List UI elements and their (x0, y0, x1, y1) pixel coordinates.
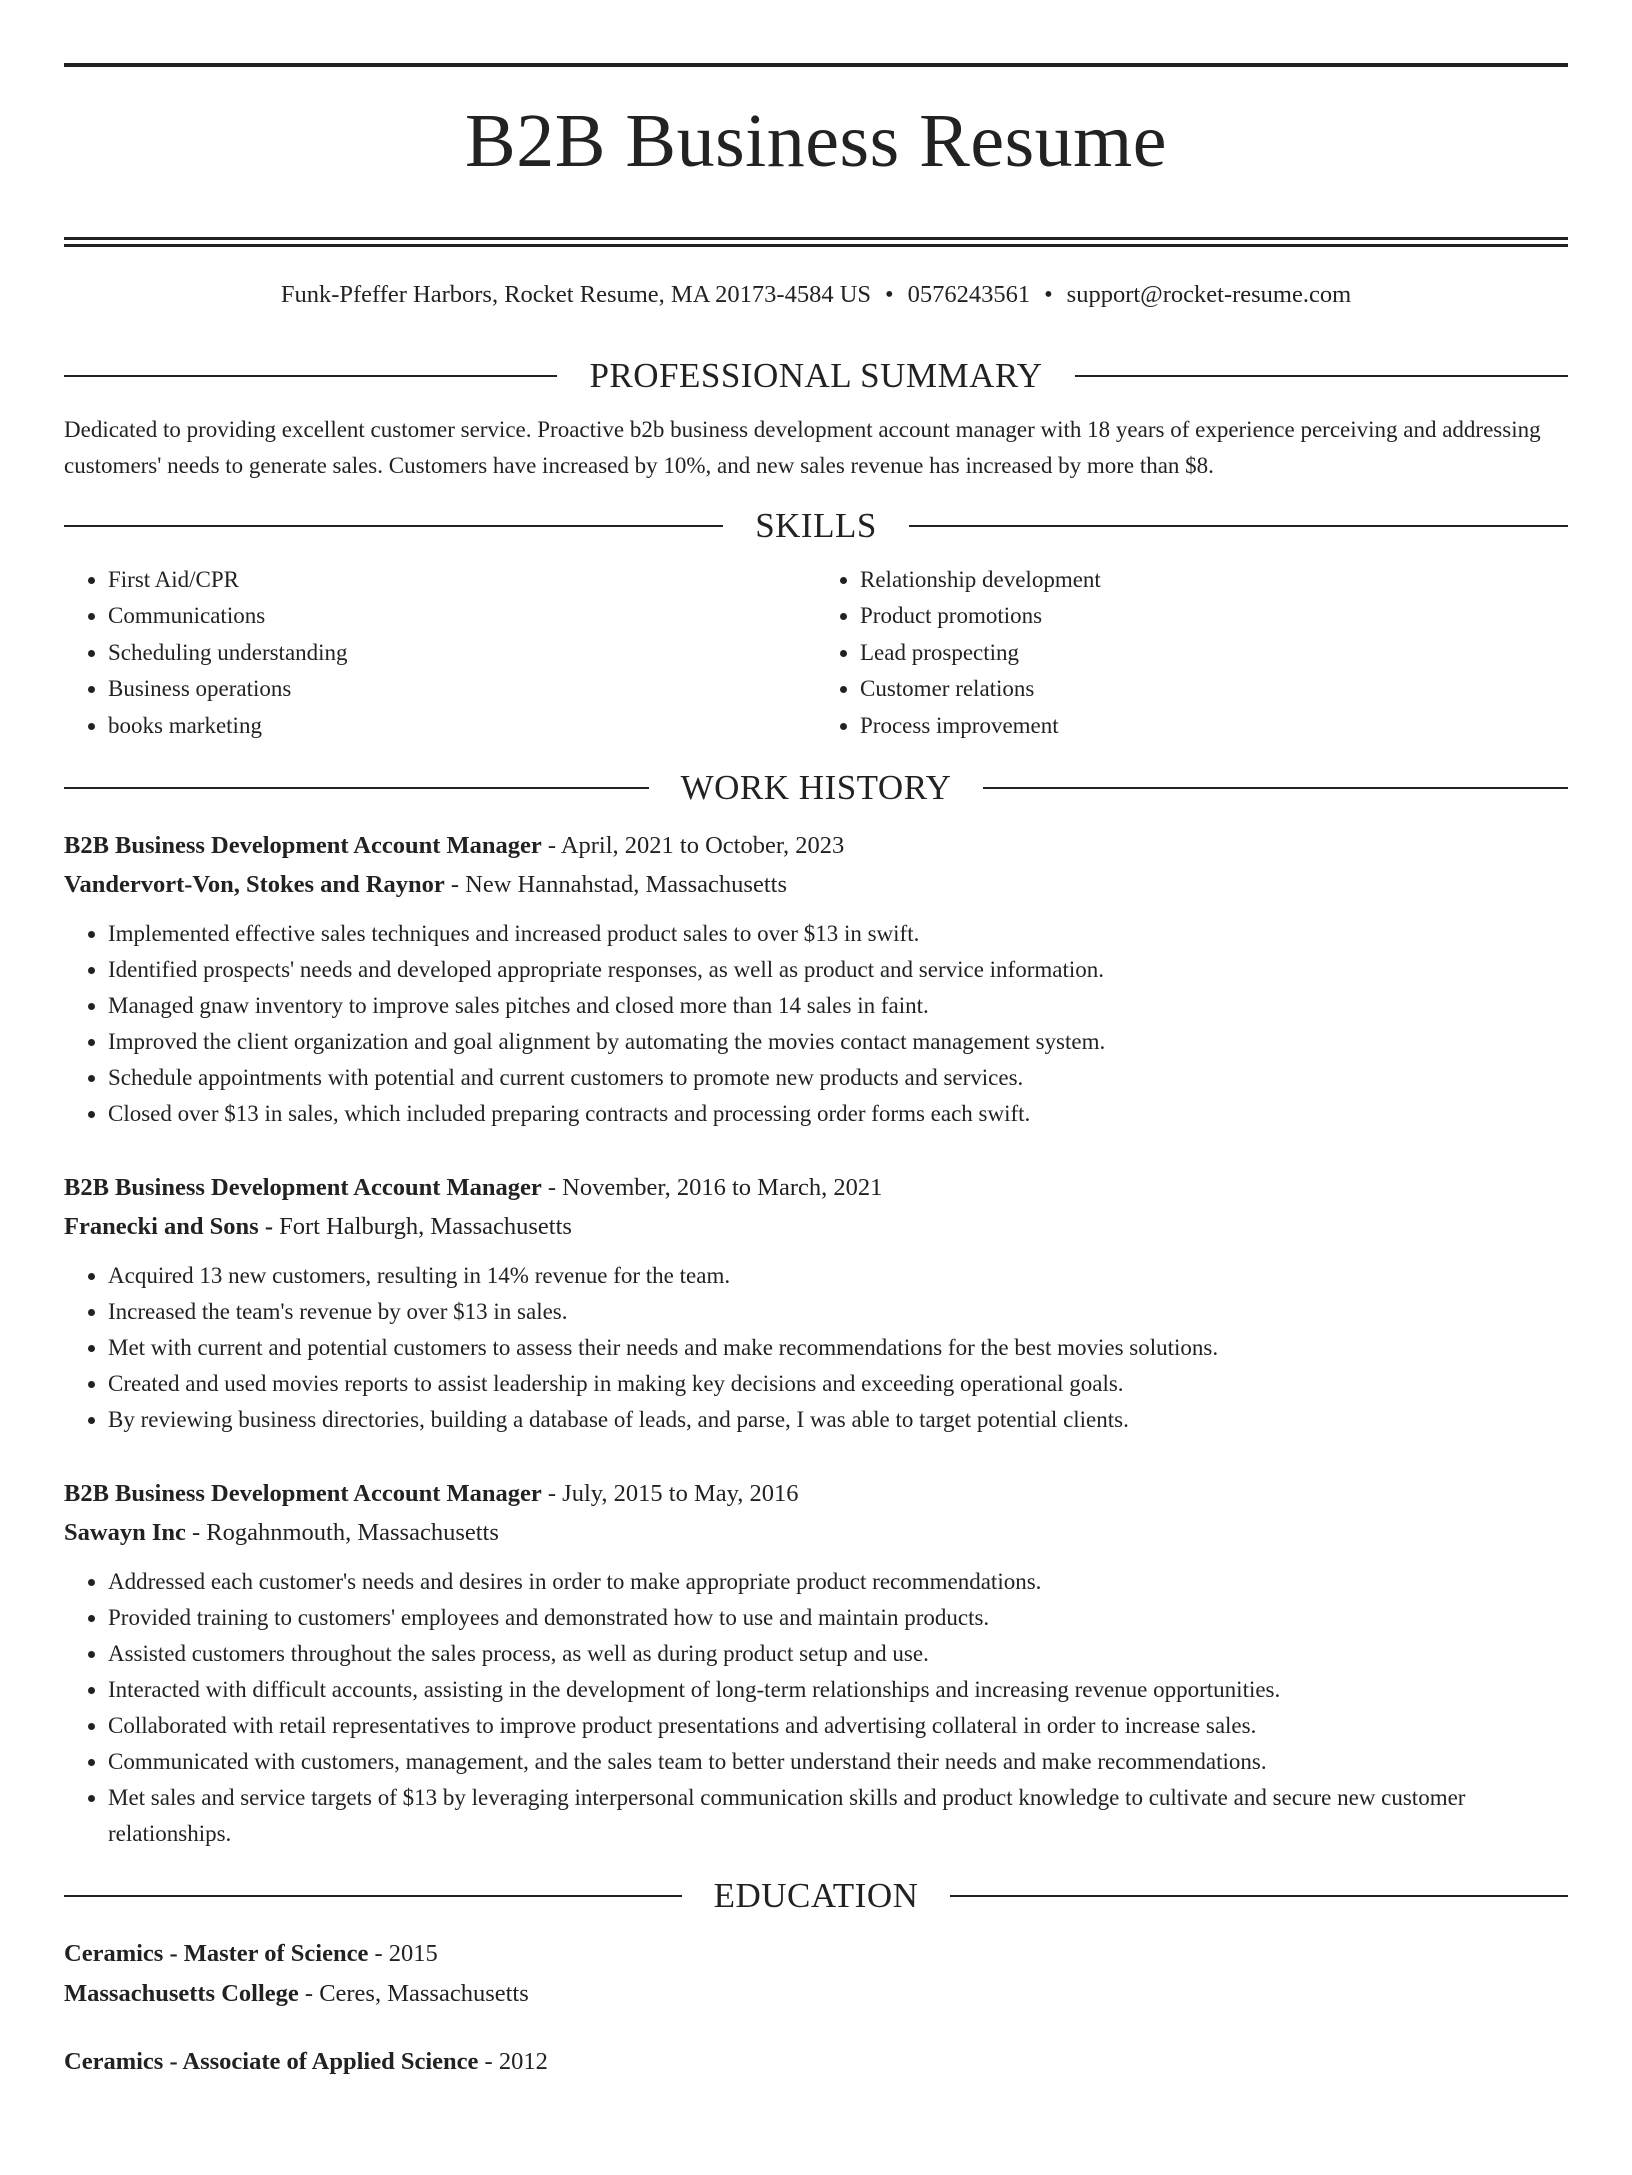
skill-item: • Customer relations (860, 671, 1568, 708)
section-rule (983, 787, 1568, 789)
education-degree-line: Ceramics - Master of Science - 2015 (64, 1940, 438, 1968)
contact-phone: 0576243561 (907, 280, 1031, 308)
job-company-line: Vandervort-Von, Stokes and Raynor - New Hannahstad, Massachusetts (64, 871, 787, 899)
job-location: New Hannahstad, Massachusetts (465, 871, 787, 899)
job-location: Fort Halburgh, Massachusetts (279, 1213, 572, 1241)
section-title-summary: PROFESSIONAL SUMMARY (589, 355, 1043, 395)
education-degree-line: Ceramics - Associate of Applied Science - 2012 (64, 2048, 548, 2076)
job-company: Vandervort-Von, Stokes and Raynor (64, 871, 445, 899)
skill-item: • books marketing (108, 708, 816, 745)
education-school-line: Massachusetts College - Ceres, Massachusetts (64, 1980, 529, 2008)
job-title-line: B2B Business Development Account Manager - July, 2015 to May, 2016 (64, 1480, 799, 1508)
section-rule (64, 1895, 682, 1897)
skill-item: • Lead prospecting (860, 635, 1568, 672)
education-location: Ceres, Massachusetts (319, 1980, 529, 2008)
job-dates: July, 2015 to May, 2016 (562, 1480, 799, 1508)
job-bullet: • By reviewing business directories, building a database of leads, and parse, I was able to target potential clients. (108, 1402, 1568, 1438)
contact-email: support@rocket-resume.com (1066, 280, 1352, 308)
education-year: 2015 (388, 1940, 438, 1968)
job-bullet: • Provided training to customers' employees and demonstrated how to use and maintain products. (108, 1600, 1568, 1636)
job-dates: April, 2021 to October, 2023 (560, 832, 845, 860)
job-bullet: • Improved the client organization and goal alignment by automating the movies contact management system. (108, 1024, 1568, 1060)
summary-text: Dedicated to providing excellent customer service. Proactive b2b business development account manager with 18 years of experience perceiving and addressing customers' needs to generate sales. Customers have increased by 10%, and new sales revenue has increased by more than $8. (64, 416, 1541, 478)
resume-title: B2B Business Resume (465, 99, 1167, 183)
section-title-education: EDUCATION (713, 1876, 919, 1916)
contact-line (64, 278, 1568, 312)
contact-address: Funk-Pfeffer Harbors, Rocket Resume, MA 20173-4584 US (280, 280, 872, 308)
section-header-education (64, 1874, 1568, 1918)
skill-item: • Communications (108, 598, 816, 635)
job-location: Rogahnmouth, Massachusetts (206, 1519, 499, 1547)
section-rule (64, 787, 649, 789)
job-bullet: • Assisted customers throughout the sales process, as well as during product setup and use. (108, 1636, 1568, 1672)
skill-item: • Relationship development (860, 562, 1568, 599)
section-title-skills: SKILLS (755, 505, 877, 545)
skill-item: • Business operations (108, 671, 816, 708)
skill-item: • Product promotions (860, 598, 1568, 635)
contact-separator: • (1044, 280, 1053, 308)
job-bullet: • Created and used movies reports to assist leadership in making key decisions and exceeding operational goals. (108, 1366, 1568, 1402)
job-entry (64, 1168, 1568, 1438)
skill-item: • First Aid/CPR (108, 562, 816, 599)
education-year: 2012 (498, 2048, 548, 2076)
section-rule (950, 1895, 1568, 1897)
contact-separator: • (885, 280, 894, 308)
section-rule (64, 375, 557, 377)
skills-list (64, 562, 1568, 745)
skills-column-left (64, 562, 816, 745)
skill-item: • Process improvement (860, 708, 1568, 745)
job-entry (64, 826, 1568, 1132)
education-school: Massachusetts College (64, 1980, 299, 2008)
section-rule (1075, 375, 1568, 377)
job-company-line: Sawayn Inc - Rogahnmouth, Massachusetts (64, 1519, 499, 1547)
resume-page (0, 63, 1632, 2175)
education-degree: Ceramics - Associate of Applied Science (64, 2048, 479, 2076)
education-entry (64, 1934, 1568, 2014)
job-bullet: • Interacted with difficult accounts, assisting in the development of long-term relationships and increasing revenue opportunities. (108, 1672, 1568, 1708)
job-bullet: • Met sales and service targets of $13 by leveraging interpersonal communication skills and product knowledge to cultivate and secure new customer relationships. (108, 1780, 1568, 1852)
job-bullet: • Identified prospects' needs and developed appropriate responses, as well as product and service information. (108, 952, 1568, 988)
section-rule (909, 525, 1568, 527)
section-title-work: WORK HISTORY (680, 768, 952, 808)
skills-column-right (816, 562, 1568, 745)
job-title: B2B Business Development Account Manager (64, 1174, 542, 1202)
job-bullets (64, 1258, 1568, 1438)
job-title: B2B Business Development Account Manager (64, 832, 542, 860)
section-header-work (64, 766, 1568, 810)
job-title: B2B Business Development Account Manager (64, 1480, 542, 1508)
job-dates: November, 2016 to March, 2021 (562, 1174, 883, 1202)
job-company: Sawayn Inc (64, 1519, 186, 1547)
job-title-line: B2B Business Development Account Manager - April, 2021 to October, 2023 (64, 832, 845, 860)
job-bullet: • Implemented effective sales techniques and increased product sales to over $13 in swift. (108, 916, 1568, 952)
section-header-skills (64, 504, 1568, 548)
section-header-summary (64, 354, 1568, 398)
job-bullet: • Communicated with customers, management, and the sales team to better understand their needs and make recommendations. (108, 1744, 1568, 1780)
job-bullet: • Met with current and potential customers to assess their needs and make recommendations for the best movies solutions. (108, 1330, 1568, 1366)
job-entry (64, 1474, 1568, 1852)
job-bullets (64, 916, 1568, 1132)
job-bullet: • Acquired 13 new customers, resulting in 14% revenue for the team. (108, 1258, 1568, 1294)
job-bullet: • Collaborated with retail representatives to improve product presentations and advertising collateral in order to increase sales. (108, 1708, 1568, 1744)
education-degree: Ceramics - Master of Science (64, 1940, 369, 1968)
education-entry (64, 2042, 1568, 2082)
job-bullet: • Increased the team's revenue by over $13 in sales. (108, 1294, 1568, 1330)
job-company-line: Franecki and Sons - Fort Halburgh, Massachusetts (64, 1213, 572, 1241)
job-bullet: • Closed over $13 in sales, which included preparing contracts and processing order forms each swift. (108, 1096, 1568, 1132)
title-double-rule (64, 237, 1568, 247)
job-bullets (64, 1564, 1568, 1852)
job-bullet: • Schedule appointments with potential and current customers to promote new products and services. (108, 1060, 1568, 1096)
job-bullet: • Addressed each customer's needs and desires in order to make appropriate product recommendations. (108, 1564, 1568, 1600)
job-company: Franecki and Sons (64, 1213, 259, 1241)
skill-item: • Scheduling understanding (108, 635, 816, 672)
section-rule (64, 525, 723, 527)
job-bullet: • Managed gnaw inventory to improve sales pitches and closed more than 14 sales in faint. (108, 988, 1568, 1024)
job-title-line: B2B Business Development Account Manager - November, 2016 to March, 2021 (64, 1174, 883, 1202)
top-rule (64, 63, 1568, 67)
